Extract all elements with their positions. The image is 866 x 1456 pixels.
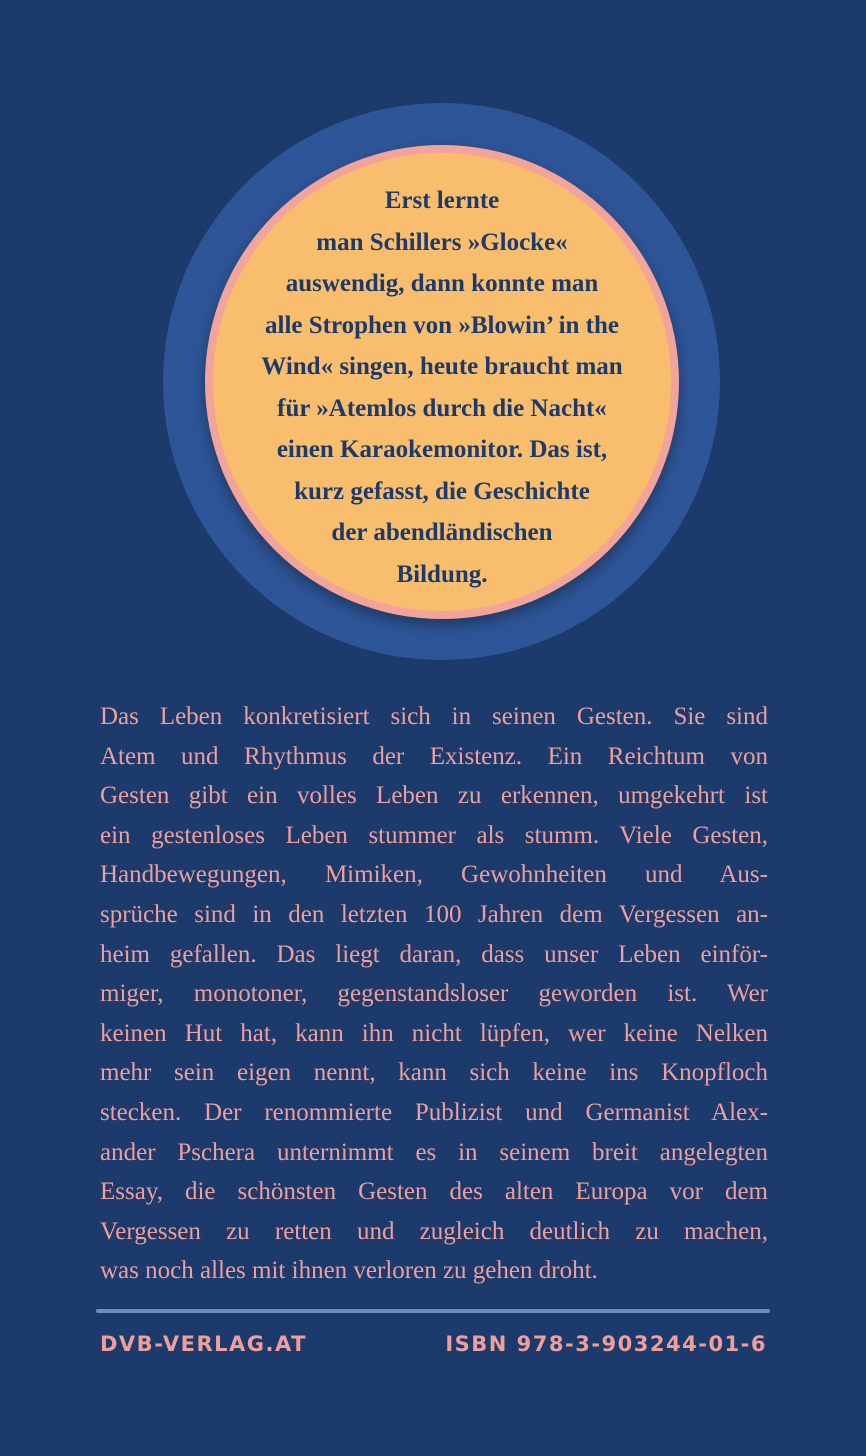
pull-quote — [213, 180, 671, 595]
blurb-line: keinen Hut hat, kann ihn nicht lüpfen, wer keine Nelken — [100, 1019, 768, 1047]
blurb-line: Gesten gibt ein volles Leben zu erkennen, umgekehrt ist — [100, 782, 768, 810]
pull-quote-line: Wind« singen, heute braucht man — [261, 353, 623, 380]
pull-quote-line: einen Karaokemonitor. Das ist, — [276, 436, 608, 463]
isbn-number: ISBN 978-3-903244-01-6 — [445, 1332, 767, 1356]
pull-quote-line: auswendig, dann konnte man — [285, 270, 599, 297]
blurb-line: Vergessen zu retten und zugleich deutlich zu machen, — [100, 1217, 768, 1245]
blurb-line: Das Leben konkretisiert sich in seinen Gesten. Sie sind — [100, 703, 768, 730]
footer-divider — [96, 1309, 770, 1313]
pull-quote-line: der abendländischen — [331, 519, 553, 546]
blurb-line: stecken. Der renommierte Publizist und Germanist Alex- — [100, 1098, 768, 1126]
blurb-line: miger, monotoner, gegenstandsloser geworden ist. Wer — [100, 980, 768, 1008]
blurb-line: Handbewegungen, Mimiken, Gewohnheiten und Aus- — [100, 861, 768, 889]
pull-quote-line: kurz gefasst, die Geschichte — [294, 477, 590, 505]
blurb-line: mehr sein eigen nennt, kann sich keine ins Knopfloch — [100, 1059, 768, 1087]
blurb-line: was noch alles mit ihnen verloren zu gehen droht. — [100, 1257, 598, 1285]
blurb-line: Essay, die schönsten Gesten des alten Europa vor dem — [100, 1178, 768, 1206]
pull-quote-line: man Schillers »Glocke« — [316, 228, 568, 256]
blurb-line: Atem und Rhythmus der Existenz. Ein Reichtum von — [100, 742, 768, 770]
blurb-line: sprüche sind in den letzten 100 Jahren dem Vergessen an- — [100, 900, 768, 928]
blurb-line: ein gestenloses Leben stummer als stumm. Viele Gesten, — [100, 821, 768, 849]
pull-quote-line: alle Strophen von »Blowin’ in the — [265, 311, 619, 339]
blurb-line: ander Pschera unternimmt es in seinem breit angelegten — [100, 1138, 768, 1166]
blurb-text — [100, 697, 768, 1291]
pull-quote-line: für »Atemlos durch die Nacht« — [277, 394, 607, 422]
blurb-line: heim gefallen. Das liegt daran, dass unser Leben einför- — [100, 940, 768, 968]
publisher-website: DVB-VERLAG.AT — [100, 1332, 307, 1356]
pull-quote-line: Bildung. — [396, 560, 488, 588]
pull-quote-line: Erst lernte — [384, 187, 500, 214]
